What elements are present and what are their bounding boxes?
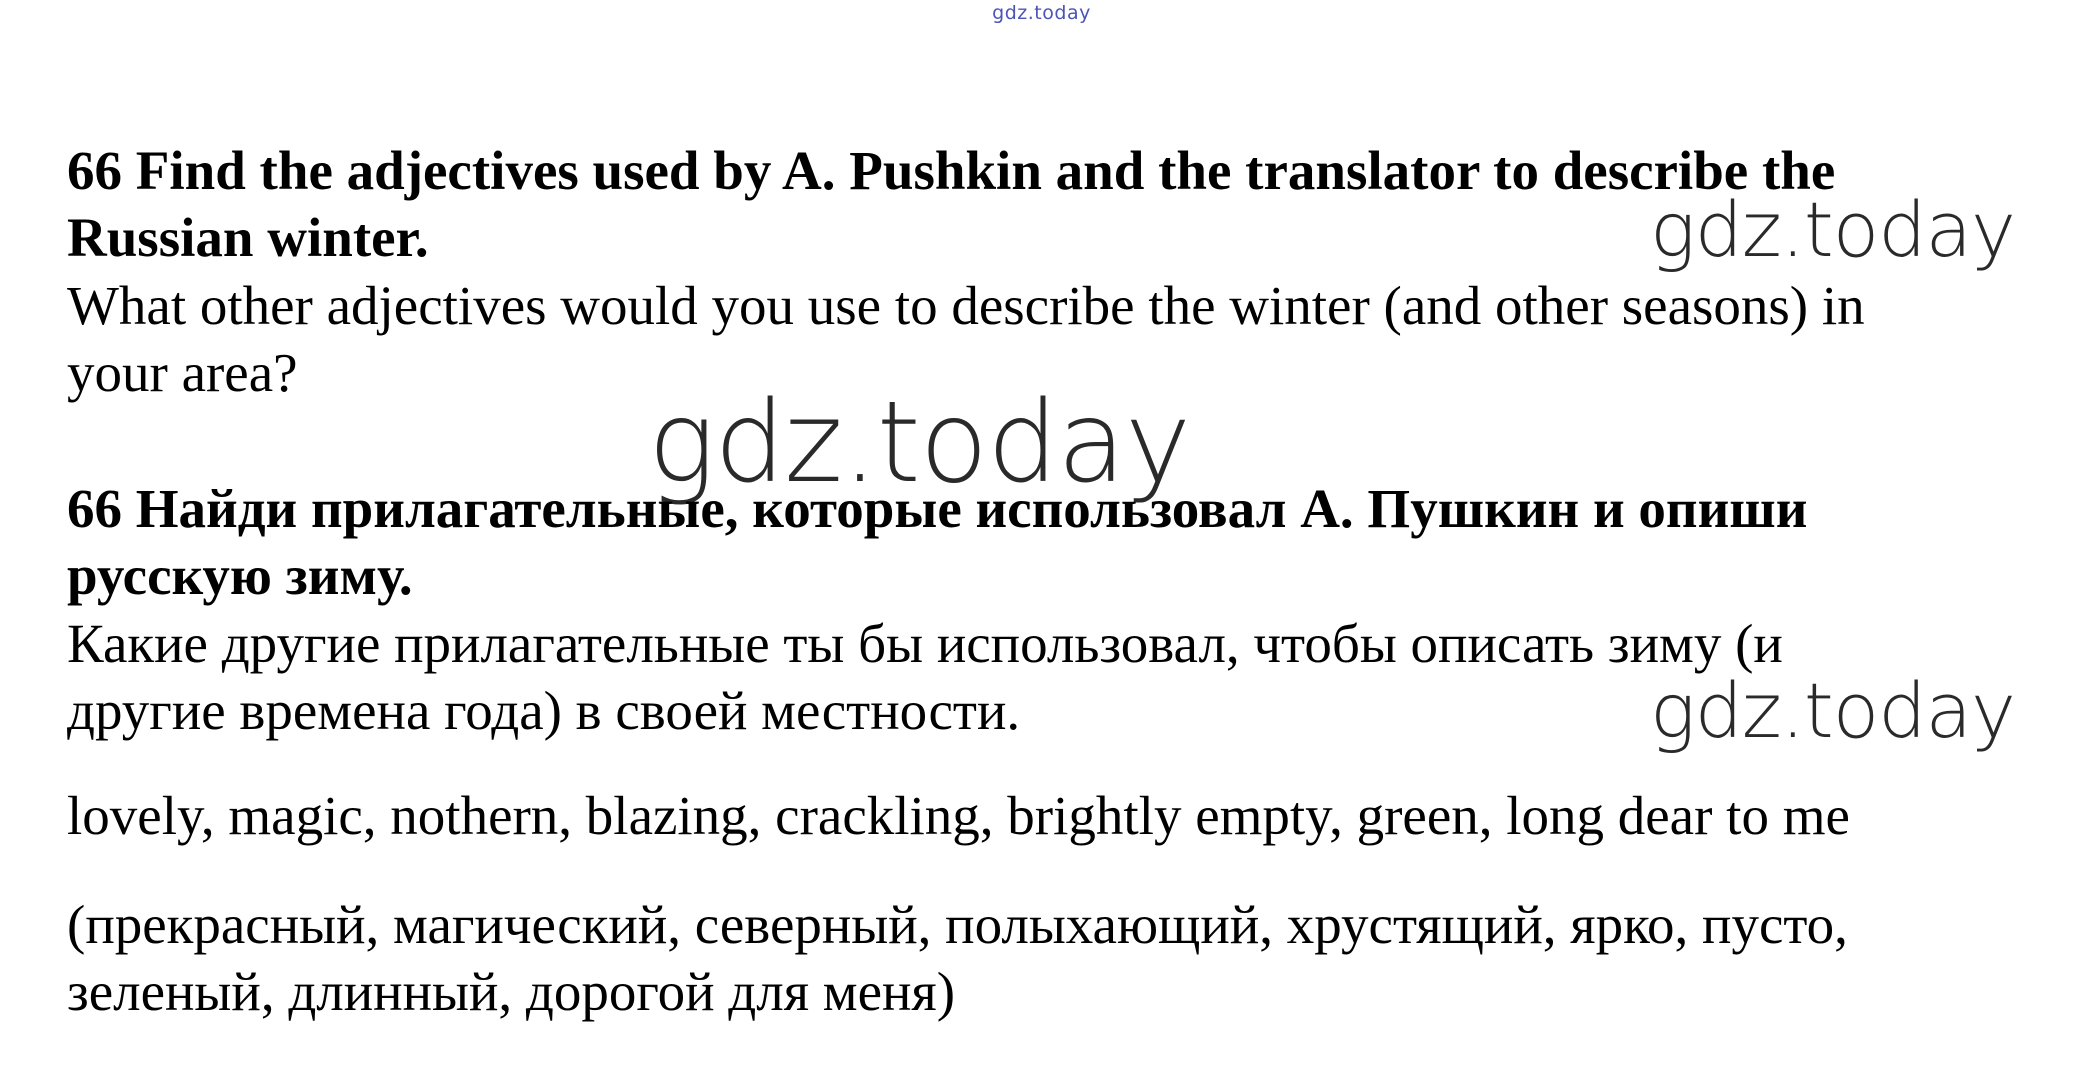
- english-question-line-1: What other adjectives would you use to describe the winter (and other seasons) in: [67, 275, 1865, 336]
- russian-question-line-1: Какие другие прилагательные ты бы использовал, чтобы описать зиму (и: [67, 613, 1783, 674]
- top-watermark: gdz.today: [992, 2, 1091, 24]
- russian-heading-line-2: русскую зиму.: [67, 545, 413, 606]
- answer-english-line: lovely, magic, nothern, blazing, crackling, brightly empty, green, long dear to me: [67, 785, 1850, 846]
- english-question-line-2: your area?: [67, 342, 298, 403]
- russian-heading-line-1: 66 Найди прилагательные, которые использовал А. Пушкин и опиши: [67, 478, 1808, 539]
- answer-russian-line-1: (прекрасный, магический, северный, полыхающий, хрустящий, ярко, пусто,: [67, 894, 1848, 955]
- watermark-right-upper: gdz.today: [1650, 185, 2015, 274]
- russian-question-line-2: другие времена года) в своей местности.: [67, 680, 1021, 741]
- watermark-center: gdz.today: [648, 378, 1191, 508]
- watermark-right-lower: gdz.today: [1650, 666, 2015, 755]
- answer-russian-line-2: зеленый, длинный, дорогой для меня): [67, 961, 956, 1022]
- english-heading-line-2: Russian winter.: [67, 207, 429, 268]
- english-heading-line-1: 66 Find the adjectives used by A. Pushkin and the translator to describe the: [67, 140, 1836, 201]
